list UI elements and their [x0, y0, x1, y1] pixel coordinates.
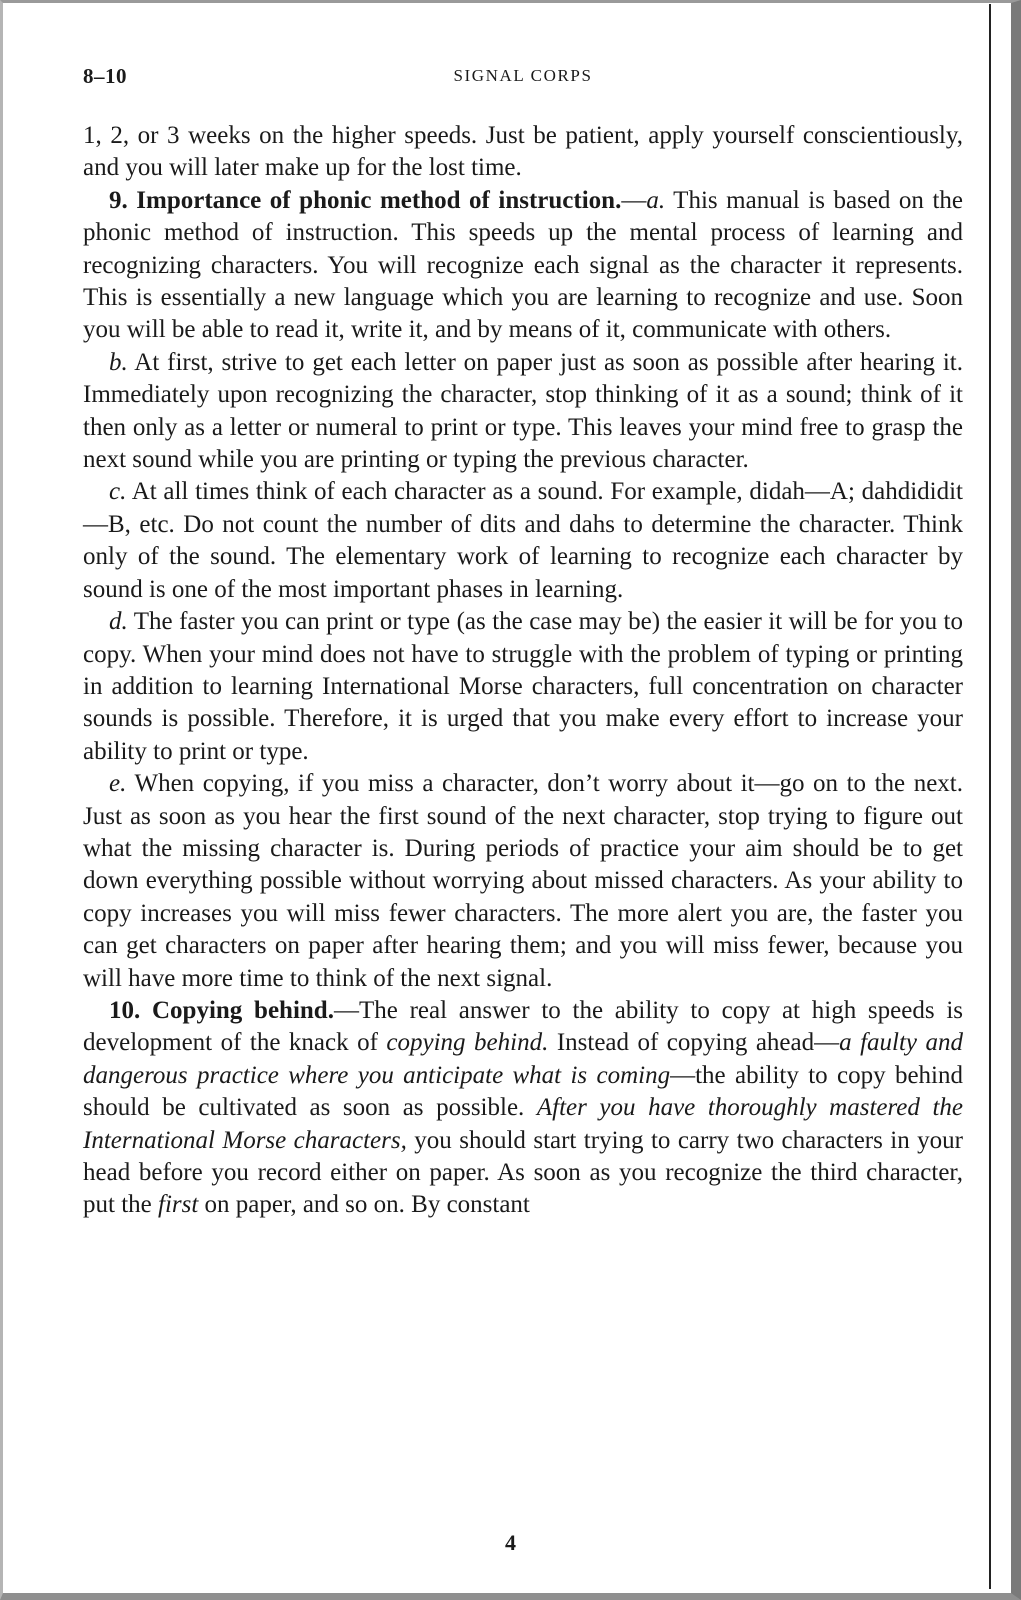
para-e-letter: e. — [109, 770, 127, 798]
section-10-emphasis-2: a faulty and dangerous practice where you anticipate what is coming — [83, 1029, 964, 1089]
para-b-letter: b. — [109, 348, 128, 376]
para-c-letter: c. — [109, 478, 127, 506]
section-9-paragraph-c — [83, 476, 963, 606]
section-10-text-5: on paper, and so on. By constant — [198, 1191, 530, 1219]
para-a-letter: a. — [646, 186, 666, 214]
section-10-emphasis-4: first — [158, 1191, 199, 1219]
para-b-text: At first, strive to get each letter on paper just as soon as possible after hearing it. Immediately upon recognizing the character, stop thinking of it as a sound; think of it then only as a letter or numeral to print or type. This leaves your mind free to grasp the next sound while you are printing or typing the previous character. — [83, 348, 963, 474]
section-9-paragraph-a — [83, 185, 963, 347]
section-9-number: 9. — [109, 186, 128, 214]
page-number-footer: 4 — [505, 1530, 516, 1555]
section-10-number: 10. — [109, 996, 141, 1024]
para-d-text: The faster you can print or type (as the case may be) the easier it will be for you to copy. When your mind does not have to struggle with the problem of typing or printing in addition to learning International Morse characters, full concentration on character sounds is possible. Therefore, it is urged that you make every effort to increase your ability to print or type. — [83, 608, 964, 765]
section-9-dash: — — [621, 186, 647, 214]
section-10-text-4: you should start trying to carry two characters in your head before you record either on paper. As soon as you recognize the third character, put the — [83, 1126, 963, 1219]
page-header — [83, 64, 963, 92]
section-10-paragraph — [83, 995, 963, 1222]
section-9-paragraph-e — [83, 768, 963, 995]
section-10-title: Copying behind. — [152, 996, 334, 1024]
document-page — [83, 64, 963, 1222]
section-10-text-1: The real answer to the ability to copy at high speeds is development of the knack of — [83, 996, 964, 1057]
intro-paragraph: 1, 2, or 3 weeks on the higher speeds. Just be patient, apply yourself conscientiously, and you will later make up for the lost time. — [83, 122, 963, 182]
para-a-text: This manual is based on the phonic method of instruction. This speeds up the mental process of learning and recognizing characters. You will recognize each signal as the character it represents. This is essentially a new language which you are learning to recognize and use. Soon you will be able to read it, write it, and by means of it, communicate with others. — [83, 186, 964, 344]
section-9-paragraph-d — [83, 606, 963, 768]
para-e-text: When copying, if you miss a character, don’t worry about it—go on to the next. Just as soon as you hear the first sound of the next character, stop trying to figure out what the missing character is. During periods of practice your aim should be to get down everything possible without worrying about missed characters. As your ability to copy increases you will miss fewer characters. The more alert you are, the faster you can get characters on paper after hearing them; and you will miss fewer, because you will have more time to think of the next signal. — [83, 770, 963, 992]
body-text — [83, 120, 963, 1222]
section-10-text-2: Instead of copying ahead— — [548, 1029, 840, 1057]
para-d-letter: d. — [109, 608, 128, 636]
section-10-dash: — — [333, 996, 359, 1024]
para-c-text: At all times think of each character as a sound. For example, didah—A; dahdididit—B, etc. Do not count the number of dits and dahs to determine the character. Think only of the sound. The elementary work of learning to recognize each character by sound is one of the most important phases in learning. — [83, 478, 963, 603]
section-9-title: Importance of phonic method of instruction. — [136, 186, 622, 214]
section-9-paragraph-b — [83, 347, 963, 477]
page-code: 8–10 — [83, 64, 127, 88]
section-10-emphasis-1: copying behind. — [386, 1029, 549, 1057]
section-10-text-3: —the ability to copy behind should be cultivated as soon as possible. — [83, 1061, 963, 1122]
running-head: SIGNAL CORPS — [453, 66, 593, 85]
binding-rule — [989, 4, 991, 1589]
section-10-emphasis-3: After you have thoroughly mastered the International Morse characters, — [83, 1094, 963, 1154]
